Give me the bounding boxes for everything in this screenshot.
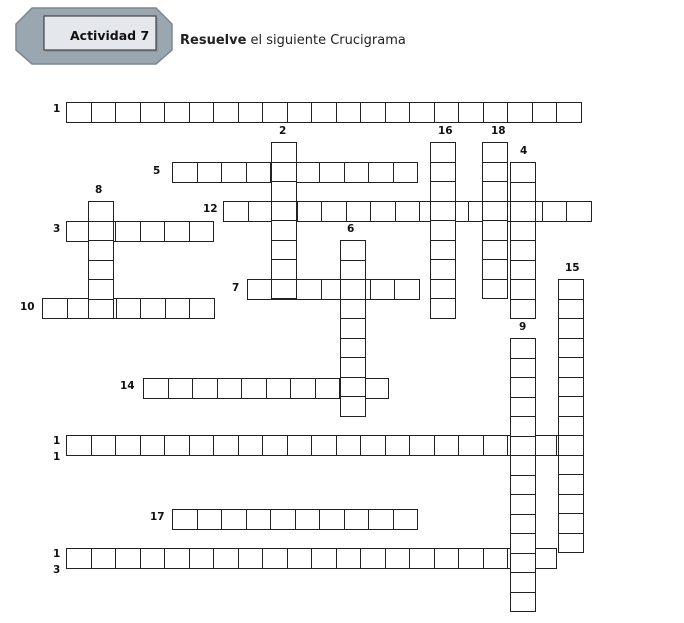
crossword-cell[interactable] — [368, 509, 394, 530]
clue-number: 16 — [438, 125, 453, 137]
crossword-cell[interactable] — [140, 435, 166, 456]
crossword-cell[interactable] — [88, 201, 114, 222]
crossword-cell[interactable] — [116, 298, 142, 319]
crossword-cell[interactable] — [458, 548, 484, 569]
crossword-cell[interactable] — [88, 299, 114, 320]
crossword-cell[interactable] — [172, 162, 198, 183]
clue-number: 4 — [520, 145, 528, 157]
crossword-cell[interactable] — [271, 240, 297, 261]
crossword-cell[interactable] — [385, 435, 411, 456]
crossword-cell[interactable] — [430, 240, 456, 261]
crossword-cell[interactable] — [189, 548, 215, 569]
crossword-cell[interactable] — [510, 553, 536, 574]
crossword-cell[interactable] — [66, 102, 92, 123]
crossword-cell[interactable] — [558, 513, 584, 534]
crossword-cell[interactable] — [360, 435, 386, 456]
crossword-cell[interactable] — [360, 548, 386, 569]
crossword-cell[interactable] — [510, 377, 536, 398]
crossword-cell[interactable] — [510, 436, 536, 457]
crossword-cell[interactable] — [115, 102, 141, 123]
crossword-cell[interactable] — [558, 318, 584, 339]
crossword-cell[interactable] — [140, 221, 166, 242]
clue-number: 3 — [53, 223, 61, 235]
crossword-cell[interactable] — [510, 182, 536, 203]
crossword-cell[interactable] — [197, 509, 223, 530]
crossword-cell[interactable] — [217, 378, 243, 399]
crossword-cell[interactable] — [393, 162, 419, 183]
crossword-cell[interactable] — [247, 279, 273, 300]
crossword-cell[interactable] — [168, 378, 194, 399]
crossword-cell[interactable] — [336, 102, 362, 123]
clue-number: 14 — [120, 380, 135, 392]
crossword-cell[interactable] — [189, 298, 215, 319]
crossword-cell[interactable] — [270, 509, 296, 530]
crossword-cell[interactable] — [340, 396, 366, 417]
crossword-cell[interactable] — [340, 240, 366, 261]
clue-number: 1 — [53, 451, 61, 463]
crossword-cell[interactable] — [510, 494, 536, 515]
crossword-cell[interactable] — [510, 416, 536, 437]
crossword-cell[interactable] — [290, 378, 316, 399]
crossword-cell[interactable] — [223, 201, 249, 222]
crossword-cell[interactable] — [140, 102, 166, 123]
clue-number: 7 — [232, 282, 240, 294]
crossword-cell[interactable] — [321, 201, 347, 222]
clue-number: 18 — [491, 125, 506, 137]
crossword-cell[interactable] — [238, 102, 264, 123]
crossword-cell[interactable] — [164, 548, 190, 569]
crossword-cell[interactable] — [344, 162, 370, 183]
crossword-cell[interactable] — [566, 201, 592, 222]
crossword-cell[interactable] — [510, 455, 536, 476]
crossword-cell[interactable] — [510, 358, 536, 379]
clue-number: 8 — [95, 184, 103, 196]
clue-number: 3 — [53, 564, 61, 576]
crossword-cell[interactable] — [409, 435, 435, 456]
crossword-cell[interactable] — [482, 181, 508, 202]
crossword-cell[interactable] — [558, 279, 584, 300]
crossword-cell[interactable] — [510, 162, 536, 183]
crossword-cell[interactable] — [42, 298, 68, 319]
clue-number: 15 — [565, 262, 580, 274]
crossword-cell[interactable] — [213, 435, 239, 456]
crossword-cell[interactable] — [213, 548, 239, 569]
clue-number: 1 — [53, 103, 61, 115]
crossword-cell[interactable] — [192, 378, 218, 399]
crossword-cell[interactable] — [262, 102, 288, 123]
crossword-cell[interactable] — [393, 509, 419, 530]
crossword-cell[interactable] — [510, 572, 536, 593]
crossword-cell[interactable] — [558, 416, 584, 437]
crossword-cell[interactable] — [482, 220, 508, 241]
crossword-cell[interactable] — [241, 378, 267, 399]
instruction-bold: Resuelve — [180, 33, 247, 48]
crossword-cell[interactable] — [558, 455, 584, 476]
crossword-cell[interactable] — [197, 162, 223, 183]
crossword-cell[interactable] — [458, 435, 484, 456]
crossword-cell[interactable] — [430, 201, 456, 222]
crossword-cell[interactable] — [287, 435, 313, 456]
crossword-cell[interactable] — [558, 435, 584, 456]
crossword-cell[interactable] — [297, 201, 323, 222]
crossword-cell[interactable] — [295, 509, 321, 530]
crossword-cell[interactable] — [164, 102, 190, 123]
crossword-cell[interactable] — [542, 201, 568, 222]
crossword-cell[interactable] — [311, 102, 337, 123]
crossword-cell[interactable] — [340, 260, 366, 281]
crossword-cell[interactable] — [510, 240, 536, 261]
crossword-cell[interactable] — [271, 181, 297, 202]
crossword-cell[interactable] — [482, 240, 508, 261]
crossword-cell[interactable] — [430, 181, 456, 202]
crossword-cell[interactable] — [370, 279, 396, 300]
instruction-heading — [180, 33, 406, 48]
crossword-cell[interactable] — [510, 221, 536, 242]
crossword-cell[interactable] — [266, 378, 292, 399]
crossword-cell[interactable] — [532, 102, 558, 123]
crossword-cell[interactable] — [238, 435, 264, 456]
crossword-cell[interactable] — [140, 298, 166, 319]
crossword-cell[interactable] — [558, 474, 584, 495]
crossword-cell[interactable] — [385, 548, 411, 569]
crossword-cell[interactable] — [340, 377, 366, 398]
crossword-cell[interactable] — [409, 548, 435, 569]
crossword-cell[interactable] — [510, 533, 536, 554]
crossword-cell[interactable] — [66, 548, 92, 569]
crossword-cell[interactable] — [482, 162, 508, 183]
crossword-cell[interactable] — [287, 548, 313, 569]
crossword-cell[interactable] — [115, 548, 141, 569]
crossword-cell[interactable] — [340, 279, 366, 300]
crossword-cell[interactable] — [507, 102, 533, 123]
crossword-cell[interactable] — [238, 548, 264, 569]
crossword-cell[interactable] — [271, 142, 297, 163]
crossword-cell[interactable] — [368, 162, 394, 183]
crossword-cell[interactable] — [430, 142, 456, 163]
crossword-cell[interactable] — [430, 279, 456, 300]
crossword-cell[interactable] — [66, 435, 92, 456]
crossword-cell[interactable] — [395, 201, 421, 222]
crossword-cell[interactable] — [430, 162, 456, 183]
crossword-cell[interactable] — [271, 220, 297, 241]
crossword-cell[interactable] — [482, 279, 508, 300]
crossword-cell[interactable] — [340, 357, 366, 378]
crossword-cell[interactable] — [189, 102, 215, 123]
crossword-cell[interactable] — [483, 102, 509, 123]
crossword-cell[interactable] — [510, 592, 536, 613]
crossword-cell[interactable] — [340, 338, 366, 359]
crossword-cell[interactable] — [558, 533, 584, 554]
crossword-cell[interactable] — [246, 509, 272, 530]
crossword-cell[interactable] — [271, 201, 297, 222]
clue-number: 10 — [20, 301, 35, 313]
crossword-cell[interactable] — [434, 548, 460, 569]
badge-label: Actividad 7 — [70, 28, 150, 43]
clue-number: 6 — [347, 223, 355, 235]
crossword-cell[interactable] — [510, 514, 536, 535]
crossword-cell[interactable] — [510, 260, 536, 281]
crossword-cell[interactable] — [296, 279, 322, 300]
clue-number: 5 — [153, 165, 161, 177]
clue-number: 12 — [203, 203, 218, 215]
crossword-cell[interactable] — [394, 279, 420, 300]
crossword-cell[interactable] — [221, 509, 247, 530]
crossword-cell[interactable] — [287, 102, 313, 123]
crossword-cell[interactable] — [430, 298, 456, 319]
crossword-cell[interactable] — [409, 102, 435, 123]
crossword-cell[interactable] — [164, 435, 190, 456]
crossword-cell[interactable] — [483, 435, 509, 456]
crossword-cell[interactable] — [558, 494, 584, 515]
crossword-cell[interactable] — [213, 102, 239, 123]
crossword-cell[interactable] — [370, 201, 396, 222]
crossword-cell[interactable] — [91, 548, 117, 569]
activity-badge — [14, 6, 174, 66]
crossword-cell[interactable] — [558, 299, 584, 320]
crossword-cell[interactable] — [88, 221, 114, 242]
crossword-cell[interactable] — [430, 259, 456, 280]
crossword-cell[interactable] — [88, 240, 114, 261]
crossword-cell[interactable] — [364, 378, 390, 399]
crossword-cell[interactable] — [164, 221, 190, 242]
crossword-cell[interactable] — [165, 298, 191, 319]
crossword-cell[interactable] — [510, 279, 536, 300]
crossword-cell[interactable] — [295, 162, 321, 183]
crossword-cell[interactable] — [434, 102, 460, 123]
crossword-cell[interactable] — [189, 435, 215, 456]
crossword-cell[interactable] — [189, 221, 215, 242]
crossword-cell[interactable] — [558, 338, 584, 359]
crossword-cell[interactable] — [558, 357, 584, 378]
crossword-cell[interactable] — [558, 396, 584, 417]
crossword-cell[interactable] — [430, 220, 456, 241]
crossword-cell[interactable] — [346, 201, 372, 222]
crossword-cell[interactable] — [510, 397, 536, 418]
crossword-cell[interactable] — [434, 435, 460, 456]
crossword-cell[interactable] — [482, 142, 508, 163]
crossword-cell[interactable] — [558, 377, 584, 398]
crossword-cell[interactable] — [311, 435, 337, 456]
crossword-cell[interactable] — [88, 279, 114, 300]
crossword-cell[interactable] — [172, 509, 198, 530]
crossword-cell[interactable] — [315, 378, 341, 399]
crossword-cell[interactable] — [115, 435, 141, 456]
clue-number: 17 — [150, 511, 165, 523]
crossword-cell[interactable] — [91, 102, 117, 123]
crossword-cell[interactable] — [143, 378, 169, 399]
crossword-cell[interactable] — [510, 201, 536, 222]
crossword-cell[interactable] — [115, 221, 141, 242]
crossword-cell[interactable] — [336, 548, 362, 569]
crossword-cell[interactable] — [248, 201, 274, 222]
crossword-cell[interactable] — [140, 548, 166, 569]
crossword-cell[interactable] — [340, 318, 366, 339]
crossword-cell[interactable] — [336, 435, 362, 456]
crossword-cell[interactable] — [344, 509, 370, 530]
crossword-cell[interactable] — [360, 102, 386, 123]
clue-number: 1 — [53, 548, 61, 560]
crossword-cell[interactable] — [483, 548, 509, 569]
crossword-cell[interactable] — [482, 259, 508, 280]
crossword-cell[interactable] — [510, 338, 536, 359]
crossword-cell[interactable] — [385, 102, 411, 123]
crossword-cell[interactable] — [262, 435, 288, 456]
instruction-rest: el siguiente Crucigrama — [246, 33, 406, 48]
crossword-cell[interactable] — [311, 548, 337, 569]
crossword-cell[interactable] — [319, 509, 345, 530]
crossword-cell[interactable] — [271, 279, 297, 300]
crossword-cell[interactable] — [458, 102, 484, 123]
crossword-cell[interactable] — [319, 162, 345, 183]
crossword-cell[interactable] — [262, 548, 288, 569]
clue-number: 9 — [519, 321, 527, 333]
crossword-cell[interactable] — [88, 260, 114, 281]
crossword-cell[interactable] — [221, 162, 247, 183]
crossword-cell[interactable] — [91, 435, 117, 456]
crossword-cell[interactable] — [340, 299, 366, 320]
crossword-cell[interactable] — [246, 162, 272, 183]
crossword-cell[interactable] — [556, 102, 582, 123]
crossword-cell[interactable] — [510, 299, 536, 320]
crossword-cell[interactable] — [271, 162, 297, 183]
clue-number: 2 — [279, 125, 287, 137]
crossword-cell[interactable] — [510, 475, 536, 496]
crossword-cell[interactable] — [482, 201, 508, 222]
clue-number: 1 — [53, 435, 61, 447]
crossword-cell[interactable] — [271, 259, 297, 280]
